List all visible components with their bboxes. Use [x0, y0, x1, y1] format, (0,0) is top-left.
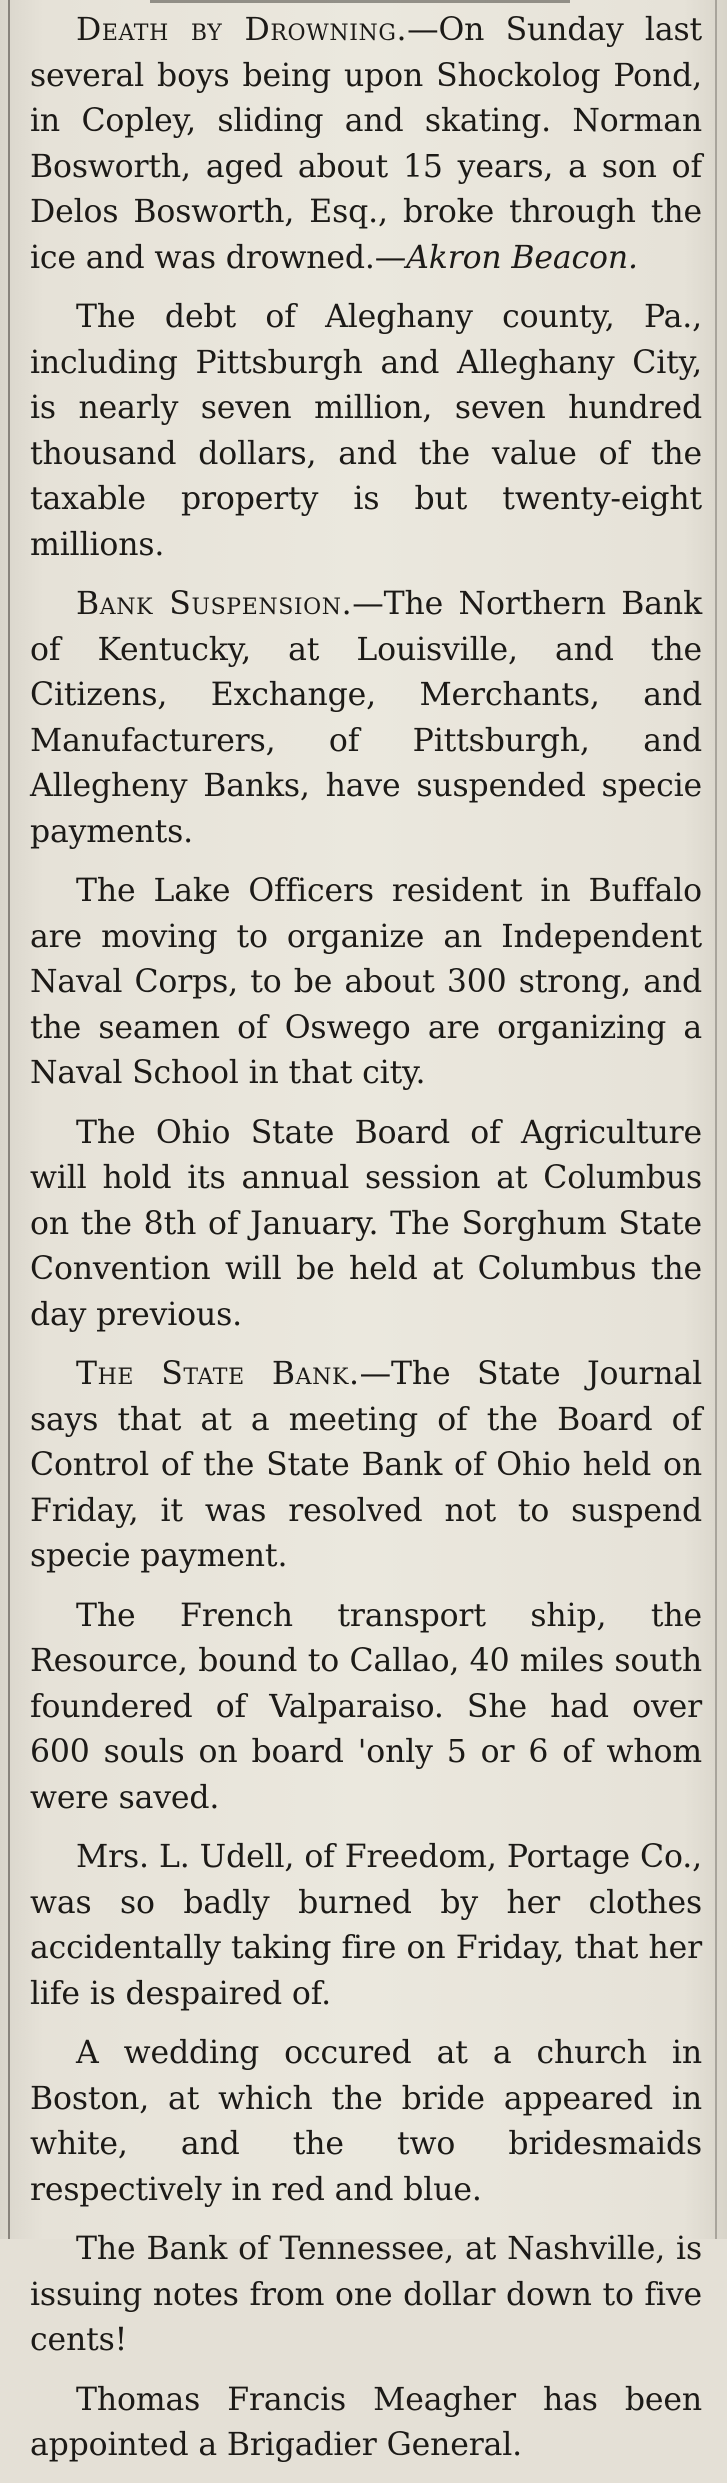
article-meagher — [30, 2378, 702, 2469]
article-body: The Ohio State Board of Agriculture will hold its annual session at Columbus on the 8th of January. The Sorghum State Convention will be held at Columbus the day previous. — [30, 1114, 702, 1333]
article-naval-corps — [30, 869, 702, 1097]
article-board-of-agriculture — [30, 1111, 702, 1339]
article-body: Mrs. L. Udell, of Freedom, Portage Co., was so badly burned by her clothes accidentally taking fire on Friday, that her life is despaired of. — [30, 1839, 702, 2012]
article-bank-of-tennessee — [30, 2227, 702, 2364]
article-french-transport — [30, 1594, 702, 1822]
article-boston-wedding — [30, 2031, 702, 2213]
article-body: —The State Journal says that at a meeting of the Board of Control of the State Bank of Ohio held on Friday, it was resolved not to suspend specie payment. — [30, 1356, 702, 1574]
article-body: The debt of Aleghany county, Pa., including Pittsburgh and Alleghany City, is nearly seven million, seven hundred thousand dollars, and the value of the taxable property is but twenty-eight millions. — [30, 299, 702, 563]
article-alleghany-debt — [30, 295, 702, 568]
article-body: —On Sunday last several boys being upon Shockolog Pond, in Copley, sliding and skating. Norman Bosworth, aged about 15 years, a son of Delos Bosworth, Esq., broke through the ice and was drowned.— — [30, 12, 702, 276]
article-state-bank — [30, 1352, 702, 1580]
article-headline: Bank Suspension. — [76, 586, 353, 622]
article-body: Thomas Francis Meagher has been appointed a Brigadier General. — [30, 2381, 702, 2463]
article-headline: The State Bank. — [76, 1356, 360, 1392]
column-rule-left — [8, 0, 10, 2239]
article-headline: Death by Drowning. — [76, 12, 408, 48]
article-drowning — [30, 8, 702, 281]
article-bank-suspension — [30, 582, 702, 855]
article-body: The Bank of Tennessee, at Nashville, is issuing notes from one dollar down to five cents! — [30, 2231, 702, 2358]
article-mrs-udell — [30, 1835, 702, 2017]
article-body: A wedding occured at a church in Boston, at which the bride appeared in white, and the two bridesmaids respectively in red and blue. — [30, 2035, 702, 2208]
news-column — [30, 8, 702, 2483]
column-rule-right — [715, 0, 717, 2239]
article-body: The French transport ship, the Resource, bound to Callao, 40 miles south foundered of Valparaiso. She had over 600 souls on board 'only 5 or 6 of whom were saved. — [30, 1597, 702, 1816]
article-source: Akron Beacon. — [406, 239, 638, 276]
article-body: —The Northern Bank of Kentucky, at Louisville, and the Citizens, Exchange, Merchants, and Manufacturers, of Pittsburgh, and Allegheny Banks, have suspended specie payments. — [30, 586, 703, 850]
article-body: The Lake Officers resident in Buffalo are moving to organize an Independent Naval Corps, to be about 300 strong, and the seamen of Oswego are organizing a Naval School in that city. — [30, 873, 702, 1091]
